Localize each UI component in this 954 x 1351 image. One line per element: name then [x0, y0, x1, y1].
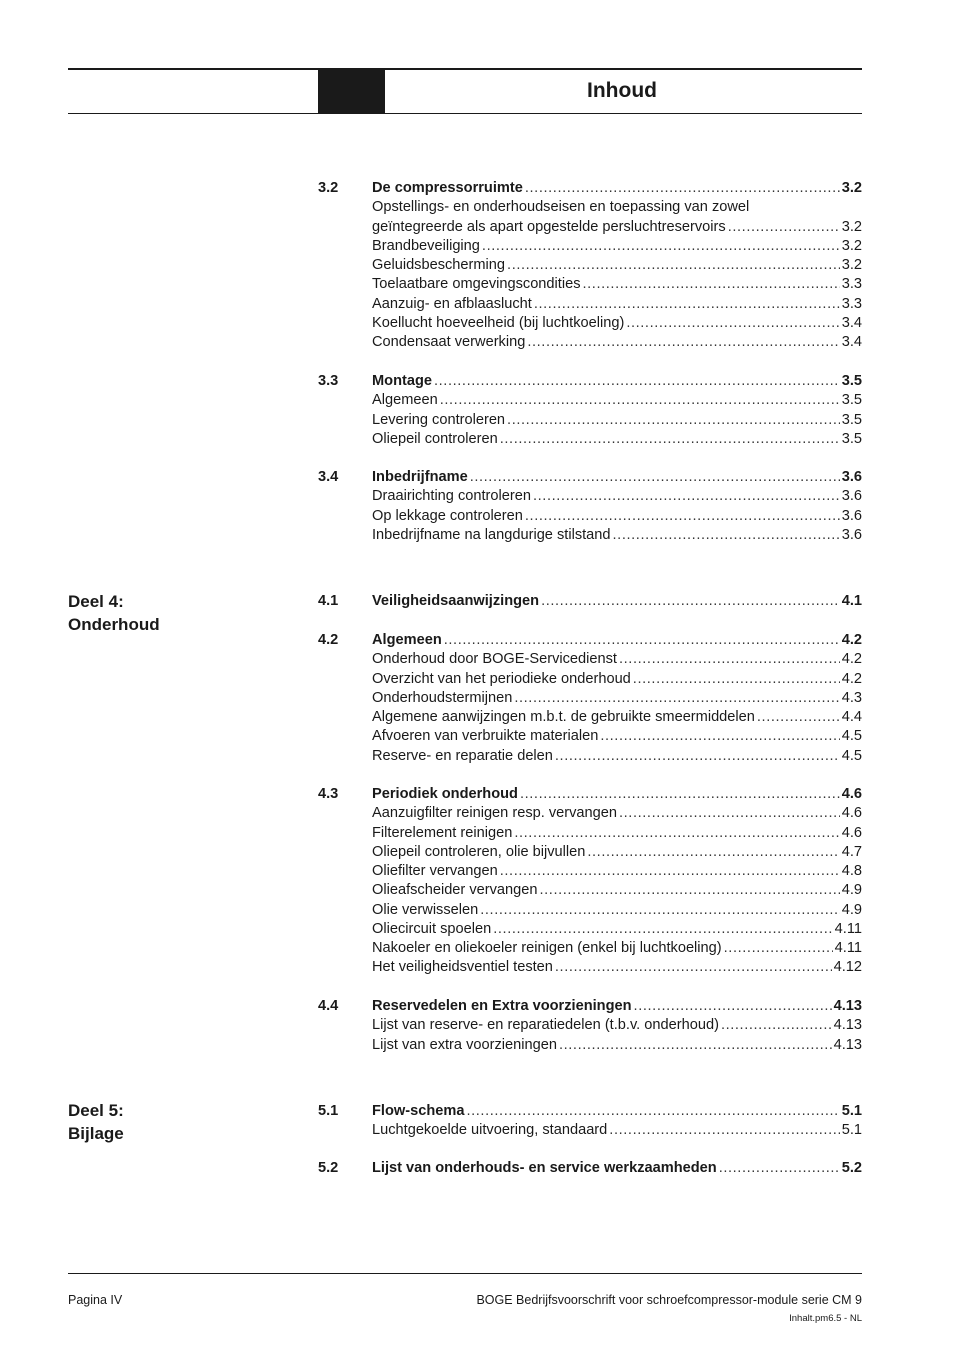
toc-entry-text: Filterelement reinigen	[372, 824, 513, 841]
toc-entry-text: Koellucht hoeveelheid (bij luchtkoeling)	[372, 314, 625, 331]
toc-entry-row[interactable]	[318, 670, 862, 689]
toc-entry-text: Op lekkage controleren	[372, 507, 523, 524]
toc-leader-dots	[525, 179, 840, 198]
toc-page-number: 5.1	[841, 1103, 862, 1119]
toc-heading-text: Inbedrijfname	[372, 469, 468, 485]
toc-entry-text: Algemeen	[372, 392, 438, 409]
toc-page-number: 4.12	[833, 959, 862, 976]
toc-heading-row[interactable]	[318, 785, 862, 804]
toc-entry-row[interactable]	[318, 1036, 862, 1055]
toc-page-number: 4.6	[841, 786, 862, 802]
toc-leader-dots	[470, 468, 840, 487]
toc-heading-row[interactable]	[318, 592, 862, 611]
toc-leader-dots	[728, 218, 840, 237]
toc-entry-row[interactable]	[318, 939, 862, 958]
toc-leader-dots	[514, 689, 839, 708]
part-label-deel-5	[68, 1099, 124, 1145]
toc-leader-dots	[613, 526, 840, 545]
toc-section-number: 3.3	[318, 373, 339, 389]
toc-entry-row[interactable]	[318, 275, 862, 294]
toc-leader-dots	[540, 881, 840, 900]
toc-leader-dots	[609, 1121, 839, 1140]
toc-entry-text: Lijst van extra voorzieningen	[372, 1036, 557, 1053]
toc-heading-row[interactable]	[318, 631, 862, 650]
toc-entry-row[interactable]	[318, 958, 862, 977]
toc-entry-text: Inbedrijfname na langdurige stilstand	[372, 526, 611, 543]
part-label-line: Onderhoud	[68, 615, 160, 634]
toc-entry-row[interactable]	[318, 218, 862, 237]
toc-heading-row[interactable]	[318, 1159, 862, 1178]
toc-leader-dots	[444, 631, 840, 650]
header-top-rule	[68, 68, 862, 70]
toc-heading-row[interactable]	[318, 179, 862, 198]
toc-leader-dots	[440, 391, 840, 410]
toc-heading-text: Flow-schema	[372, 1103, 465, 1119]
toc-leader-dots	[533, 487, 840, 506]
toc-entry-text: Toelaatbare omgevingscondities	[372, 276, 581, 293]
toc-entry-row[interactable]	[318, 650, 862, 669]
toc-leader-dots	[534, 295, 840, 314]
toc-page-number: 3.6	[841, 526, 862, 543]
toc-page-number: 4.1	[841, 593, 862, 609]
toc-entry-row[interactable]	[318, 862, 862, 881]
toc-entry-row[interactable]	[318, 256, 862, 275]
toc-entry-row[interactable]	[318, 708, 862, 727]
footer-rule	[68, 1273, 862, 1274]
toc-page-number: 4.9	[841, 901, 862, 918]
toc-entry-row[interactable]	[318, 804, 862, 823]
toc-leader-dots	[587, 843, 839, 862]
toc-entry-text: Onderhoud door BOGE-Servicedienst	[372, 651, 617, 668]
toc-heading-row[interactable]	[318, 1102, 862, 1121]
toc-leader-dots	[555, 958, 832, 977]
toc-heading-row[interactable]	[318, 372, 862, 391]
toc-page-number: 3.3	[841, 276, 862, 293]
toc-entry-text: geïntegreerde als apart opgestelde persluchtreservoirs	[372, 218, 726, 235]
toc-section-3-3	[318, 372, 862, 449]
toc-heading-row[interactable]	[318, 468, 862, 487]
toc-section-3-2	[318, 179, 862, 352]
toc-entry-row[interactable]	[318, 901, 862, 920]
part-label-line: Bijlage	[68, 1124, 124, 1143]
toc-entry-row[interactable]	[318, 295, 862, 314]
toc-page-number: 4.6	[841, 824, 862, 841]
toc-entry-text: Opstellings- en onderhoudseisen en toepassing van zowel	[372, 199, 750, 216]
toc-leader-dots	[724, 939, 833, 958]
toc-entry-text: Aanzuigfilter reinigen resp. vervangen	[372, 805, 617, 822]
toc-page-number: 4.9	[841, 882, 862, 899]
toc-page-number: 4.2	[841, 651, 862, 668]
toc-page-number: 3.2	[841, 180, 862, 196]
toc-leader-dots	[514, 824, 839, 843]
toc-section-number: 5.2	[318, 1160, 339, 1176]
toc-entry-text: Algemene aanwijzingen m.b.t. de gebruikte smeermiddelen	[372, 709, 755, 725]
toc-leader-dots	[757, 708, 840, 727]
toc-entry-text: Onderhoudstermijnen	[372, 689, 513, 706]
toc-page-number: 4.13	[833, 1036, 862, 1053]
toc-leader-dots	[480, 901, 839, 920]
toc-entry-row[interactable]	[318, 314, 862, 333]
toc-entry-row[interactable]	[318, 487, 862, 506]
toc-entry-text: Olieafscheider vervangen	[372, 882, 538, 899]
toc-leader-dots	[434, 372, 840, 391]
toc-entry-text: Oliecircuit spoelen	[372, 920, 492, 937]
toc-section-5-2	[318, 1159, 862, 1178]
toc-section-number: 4.3	[318, 786, 339, 802]
toc-heading-text: De compressorruimte	[372, 180, 523, 196]
toc-entry-text: Geluidsbescherming	[372, 257, 506, 273]
toc-section-number: 3.2	[318, 180, 339, 196]
toc-page-number: 4.2	[841, 632, 862, 648]
header-bottom-rule	[68, 113, 862, 114]
toc-entry-text: Het veiligheidsventiel testen	[372, 959, 553, 976]
toc-entry-row[interactable]	[318, 881, 862, 900]
part-label-line: Deel 5:	[68, 1101, 124, 1120]
toc-entry-row[interactable]	[318, 237, 862, 256]
toc-leader-dots	[493, 920, 832, 939]
toc-entry-row[interactable]	[318, 1016, 862, 1035]
toc-leader-dots	[619, 804, 840, 823]
toc-page-number: 3.5	[841, 430, 862, 447]
toc-page-number: 3.4	[841, 334, 862, 350]
toc-page-number: 5.1	[841, 1122, 862, 1139]
toc-entry-row[interactable]	[318, 526, 862, 545]
toc-section-number: 4.4	[318, 998, 339, 1014]
toc-entry-text: Luchtgekoelde uitvoering, standaard	[372, 1122, 608, 1139]
toc-entry-row[interactable]	[318, 920, 862, 939]
toc-entry-text: Oliepeil controleren, olie bijvullen	[372, 843, 586, 860]
toc-page-number: 4.7	[841, 843, 862, 860]
toc-page-number: 4.2	[841, 670, 862, 687]
page-title: Inhoud	[587, 79, 657, 102]
footer-page-label: Pagina IV	[68, 1293, 123, 1307]
toc-entry-row[interactable]	[318, 727, 862, 746]
toc-entry-text: Condensaat verwerking	[372, 334, 526, 350]
toc-leader-dots	[500, 430, 840, 449]
toc-entry-text: Levering controleren	[372, 411, 506, 428]
toc-entry-row[interactable]	[318, 333, 862, 352]
toc-page-number: 3.6	[841, 507, 862, 524]
toc-page-number: 3.5	[841, 411, 862, 428]
toc-page-number: 4.11	[834, 920, 862, 937]
toc-section-number: 5.1	[318, 1103, 339, 1119]
toc-section-4-4	[318, 997, 862, 1055]
toc-heading-text: Periodiek onderhoud	[372, 786, 518, 802]
toc-leader-dots	[634, 997, 832, 1016]
toc-entry-row[interactable]	[318, 747, 862, 766]
toc-page-number: 4.11	[834, 940, 862, 956]
toc-section-4-1	[318, 592, 862, 611]
toc-entry-text: Brandbeveiliging	[372, 237, 480, 254]
toc-page-number: 3.2	[841, 218, 862, 235]
footer-file-reference: Inhalt.pm6.5 - NL	[789, 1313, 862, 1324]
toc-heading-text: Algemeen	[372, 632, 442, 648]
toc-entry-row[interactable]	[318, 843, 862, 862]
toc-leader-dots	[527, 333, 839, 352]
toc-page-number: 3.5	[841, 373, 862, 389]
toc-leader-dots	[507, 256, 840, 275]
toc-entry-text: Overzicht van het periodieke onderhoud	[372, 670, 631, 687]
toc-section-number: 4.1	[318, 593, 339, 609]
toc-entry-text: Reserve- en reparatie delen	[372, 747, 553, 764]
footer-document-title: BOGE Bedrijfsvoorschrift voor schroefcompressor-module serie CM 9	[476, 1293, 862, 1307]
toc-entry-row[interactable]	[318, 824, 862, 843]
toc-page-number: 3.6	[841, 488, 862, 505]
toc-leader-dots	[633, 670, 840, 689]
header-black-block	[318, 69, 385, 113]
toc-leader-dots	[600, 727, 839, 746]
toc-leader-dots	[559, 1036, 832, 1055]
toc-leader-dots	[482, 237, 840, 256]
toc-intro-row	[318, 198, 862, 217]
toc-entry-row[interactable]	[318, 507, 862, 526]
toc-page-number: 4.8	[841, 863, 862, 879]
toc-leader-dots	[541, 592, 840, 611]
toc-entry-text: Nakoeler en oliekoeler reinigen (enkel bij luchtkoeling)	[372, 940, 722, 956]
toc-leader-dots	[500, 862, 840, 881]
toc-leader-dots	[583, 275, 840, 294]
toc-leader-dots	[626, 314, 839, 333]
toc-entry-text: Oliepeil controleren	[372, 430, 498, 447]
toc-entry-row[interactable]	[318, 411, 862, 430]
toc-leader-dots	[555, 747, 840, 766]
toc-leader-dots	[721, 1016, 832, 1035]
toc-section-number: 3.4	[318, 469, 339, 485]
toc-entry-text: Oliefilter vervangen	[372, 863, 498, 879]
part-label-deel-4	[68, 590, 160, 636]
toc-entry-row[interactable]	[318, 689, 862, 708]
toc-heading-row[interactable]	[318, 997, 862, 1016]
toc-page-number: 4.4	[841, 709, 862, 725]
toc-heading-text: Montage	[372, 373, 432, 389]
toc-entry-row[interactable]	[318, 391, 862, 410]
toc-entry-text: Afvoeren van verbruikte materialen	[372, 728, 599, 745]
toc-section-4-3	[318, 785, 862, 978]
toc-leader-dots	[507, 411, 840, 430]
toc-heading-text: Lijst van onderhouds- en service werkzaamheden	[372, 1160, 717, 1176]
toc-entry-row[interactable]	[318, 1121, 862, 1140]
toc-heading-text: Reservedelen en Extra voorzieningen	[372, 998, 632, 1014]
toc-page-number: 4.5	[841, 728, 862, 745]
toc-leader-dots	[719, 1159, 840, 1178]
toc-section-3-4	[318, 468, 862, 545]
toc-entry-row[interactable]	[318, 430, 862, 449]
toc-page-number: 3.6	[841, 469, 862, 485]
part-label-line: Deel 4:	[68, 592, 124, 611]
toc-page-number: 3.2	[841, 257, 862, 273]
toc-entry-text: Aanzuig- en afblaaslucht	[372, 295, 532, 312]
toc-entry-text: Draairichting controleren	[372, 488, 531, 505]
toc-leader-dots	[520, 785, 840, 804]
toc-page-number: 3.5	[841, 392, 862, 409]
toc-page-number: 4.13	[833, 1017, 862, 1034]
toc-entry-text: Olie verwisselen	[372, 901, 479, 918]
toc-leader-dots	[619, 650, 840, 669]
toc-section-4-2	[318, 631, 862, 766]
toc-page-number: 3.3	[841, 295, 862, 312]
toc-page-number: 3.4	[841, 314, 862, 331]
toc-leader-dots	[525, 507, 840, 526]
toc-heading-text: Veiligheidsaanwijzingen	[372, 593, 540, 609]
toc-entry-text: Lijst van reserve- en reparatiedelen (t.b.v. onderhoud)	[372, 1017, 719, 1034]
toc-section-5-1	[318, 1102, 862, 1141]
toc-page-number: 5.2	[841, 1160, 862, 1176]
toc-section-number: 4.2	[318, 632, 339, 648]
toc-page-number: 4.6	[841, 805, 862, 822]
toc-leader-dots	[466, 1102, 839, 1121]
toc-page-number: 3.2	[841, 237, 862, 254]
toc-page-number: 4.3	[841, 689, 862, 706]
toc-page-number: 4.5	[841, 747, 862, 764]
toc-page-number: 4.13	[833, 998, 862, 1014]
